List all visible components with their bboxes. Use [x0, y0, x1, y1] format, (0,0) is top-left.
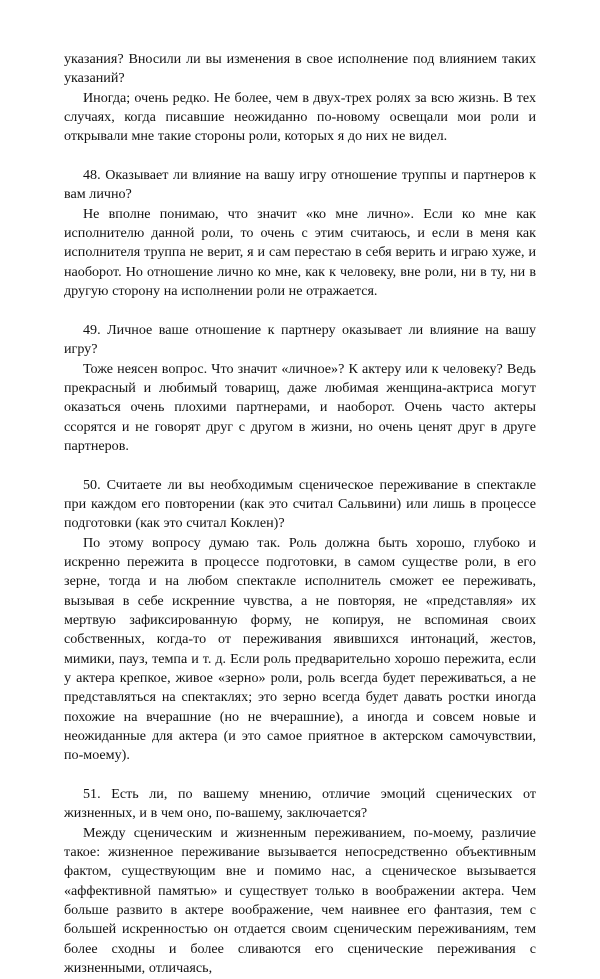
paragraph-answer-48: Не вполне понимаю, что значит «ко мне лично». Если ко мне как исполнителю данной роли, то очень с этим считаюсь, и если в меня как исполнителя труппа не верит, я и сам перестаю в себя верить и играю хуже, и наоборот. Но отношение лично ко мне, как к человеку, вне роли, ни в ту, ни в другую сторону на исполнении роли не отражается.	[64, 205, 536, 300]
paragraph-question-51: 51. Есть ли, по вашему мнению, отличие эмоций сценических от жизненных, и в чем оно, по-вашему, заключается?	[64, 786, 536, 822]
paragraph-a47: Иногда; очень редко. Не более, чем в двух-трех ролях за всю жизнь. В тех случаях, когда писавшие неожиданно по-новому освещали мои роли и открывали мне такие стороны роли, которых я до них не видел.	[64, 89, 536, 145]
paragraph-question-48: 48. Оказывает ли влияние на вашу игру отношение труппы и партнеров к вам лично?	[64, 167, 536, 203]
paragraph-answer-49: Тоже неясен вопрос. Что значит «личное»? К актеру или к человеку? Ведь прекрасный и любимый товарищ, даже любимая женщина-актриса могут оказаться очень плохими партнерами, и наоборот. Очень часто актеры ссорятся и не говорят друг с другом в жизни, но очень ценят друг в друге партнеров.	[64, 360, 536, 454]
paragraph-question-50: 50. Считаете ли вы необходимым сценическое переживание в спектакле при каждом его повторении (как это считал Сальвини) или лишь в процессе подготовки (как это считал Коклен)?	[64, 476, 536, 532]
text-column	[64, 50, 536, 979]
paragraph-answer-50: По этому вопросу думаю так. Роль должна быть хорошо, глубоко и искренно пережита в процессе подготовки, в самом существе роли, в его зерне, тогда и на любом спектакле исполнитель сможет ее переживать, вызывая в себе искренние чувства, а не повторяя, не «представляя» их мертвую зафиксированную форму, не копируя, не вспоминая своих собственных, когда-то от переживания явившихся интонаций, жестов, мимики, пауз, темпа и т. д. Если роль предварительно хорошо пережита, если у актера крепкое, живое «зерно» роли, роль всегда будет переживаться, а не представляться на спектаклях; это зерно всегда будет давать ростки иногда похожие на вчерашние (но не вчерашние), а иногда и совсем новые и неожиданные для актера (и это самое приятное в актерском самочувствии, по-моему).	[64, 534, 536, 764]
paragraph-answer-51: Между сценическим и жизненным переживанием, по-моему, различие такое: жизненное переживание вызывается непосредственно объективным фактом, существующим вне и помимо нас, а сценическое вызывается «аффективной памятью» и существует только в воображении актера. Чем больше развито в актере воображение, чем наивнее его фантазия, тем с большей искренностью он отдается своим сценическим переживаниям, тем более сходны и более сливаются его сценические переживания с жизненными, отличаясь,	[64, 824, 536, 977]
paragraph-question-49: 49. Личное ваше отношение к партнеру оказывает ли влияние на вашу игру?	[64, 321, 536, 358]
paragraph-q47-tail: указания? Вносили ли вы изменения в свое исполнение под влиянием таких указаний?	[64, 51, 536, 87]
